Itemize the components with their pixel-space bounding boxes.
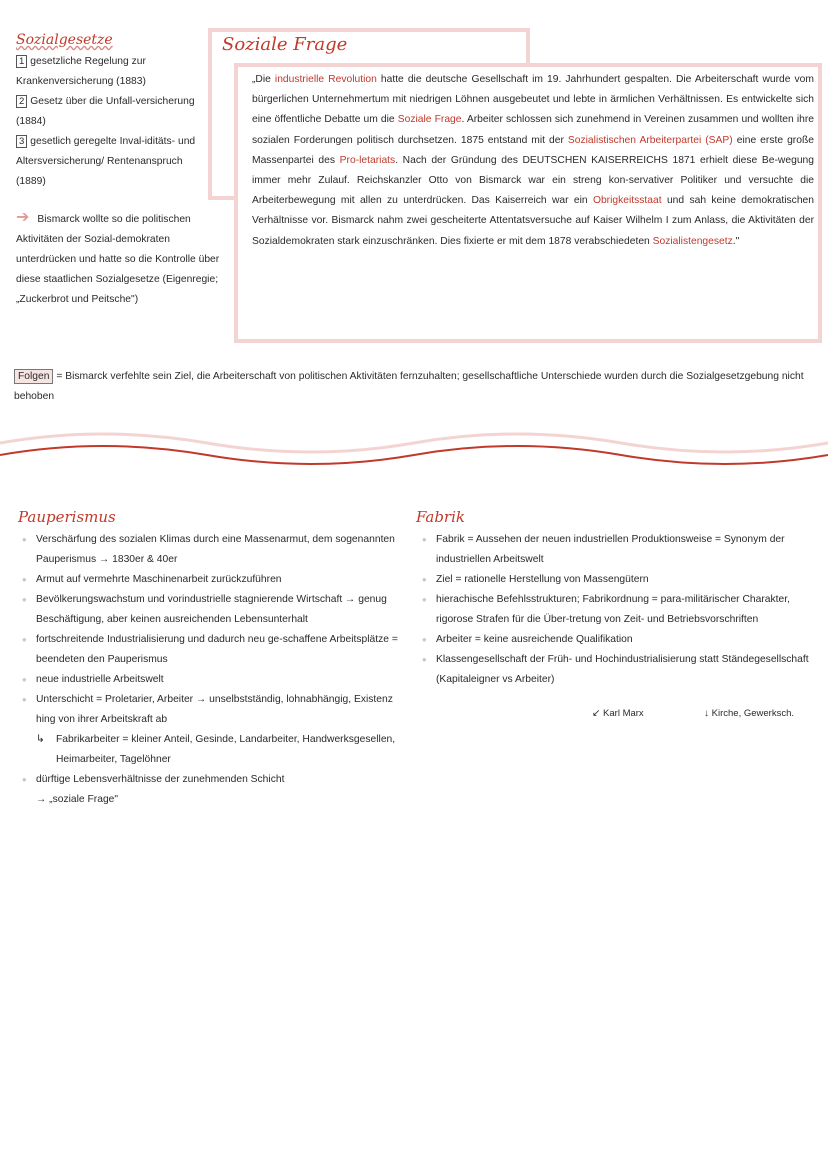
list-item: • neue industrielle Arbeitswelt — [20, 670, 405, 690]
text-span: . Arbeiter schlossen sich zunehmend in Vereinen zusammen und wollten ihre sozialen Forderungen politisch durchsetzen. 1875 entstand mit der — [252, 114, 815, 146]
text-span: eine erste große Massenpartei des — [252, 134, 814, 166]
text-span: . Nach der Gründung des DEUTSCHEN KAISERREICHS 1871 erhielt diese Be-wegung immer mehr Zulauf. Reichskanzler Otto von Bismarck war ein streng kon-servativer Politiker und versuchte die Arbeiterbewegung mit allen zu unterdrücken. Das Kaiserreich war ein — [252, 154, 815, 207]
list-item: • Armut auf vermehrte Maschinenarbeit zurückzuführen — [20, 570, 405, 590]
wave-line-light — [0, 434, 828, 452]
highlight-span: Obrigkeitsstaat — [592, 195, 662, 207]
list-item: • Klassengesellschaft der Früh- und Hochindustrialisierung statt Ständegesellschaft (Kapitaleigner vs Arbeiter) — [420, 650, 815, 690]
text-span: hatte die deutsche Gesellschaft im 19. Jahrhundert gespalten. Die Arbeiterschaft wurde vom bürgerlichen Unternehmertum mit niedrigen Löhnen ausgebeutet und lebte in ärmlichen Verhältnissen. Es entwickelte sich eine öffentliche Debatte um die — [252, 74, 814, 126]
text-span: „Die — [252, 74, 275, 85]
list-item: • Bevölkerungswachstum und vorindustrielle stagnierende Wirtschaft → genug Beschäftigung, aber keinen ausreichenden Lebensunterhalt — [20, 590, 405, 630]
item-text: gesetzliche Regelung zur Krankenversicherung (1883) — [16, 56, 146, 87]
item-text: gesetlich geregelte Inval-iditäts- und Altersversicherung/ Rentenanspruch (1889) — [16, 136, 196, 187]
arrow-right-icon: ➔ — [16, 209, 30, 226]
wave-line-red — [0, 446, 828, 464]
list-item: • fortschreitende Industrialisierung und dadurch neu ge-schaffene Arbeitsplätze = beendeten den Pauperismus — [20, 630, 405, 670]
sozialgesetze-note — [16, 208, 221, 310]
item-number: 1 — [16, 55, 27, 68]
item-number: 2 — [16, 95, 27, 108]
list-item: • Ziel = rationelle Herstellung von Massengütern — [420, 570, 815, 590]
item-number: 3 — [16, 135, 27, 148]
list-subitem: ↳ Fabrikarbeiter = kleiner Anteil, Gesinde, Landarbeiter, Handwerksgesellen, Heimarbeiter, Tagelöhner — [20, 730, 405, 770]
highlight-span: Sozialistischen Arbeiterpartei (SAP) — [567, 134, 733, 146]
folgen-paragraph — [14, 367, 820, 407]
folgen-label: Folgen — [14, 369, 53, 384]
list-item: • dürftige Lebensverhältnisse der zunehmenden Schicht — [20, 770, 405, 790]
item-text: Gesetz über die Unfall-versicherung (1884) — [16, 96, 195, 127]
list-item: • Arbeiter = keine ausreichende Qualifikation — [420, 630, 815, 650]
list-item: • hierachische Befehlsstrukturen; Fabrikordnung = para-militärischer Charakter, rigorose Strafen für die Über-tretung von Zeit- und Betriebsvorschriften — [420, 590, 815, 630]
note-text: Kirche, Gewerksch. — [711, 708, 795, 719]
text-span: und sah keine demokratischen Verhältnisse vor. Bismarck nahm zwei gescheiterte Attentatsversuche auf Kaiser Wilhelm I zum Anlass, die Aktivitäten der Sozialdemokraten stark einzuschränken. Dies fixierte er mit dem 1878 verabschiedeten — [252, 195, 814, 247]
list-item: • Unterschicht = Proletarier, Arbeiter → unselbstständig, lohnabhängig, Existenz hing von ihrer Arbeitskraft ab — [20, 690, 405, 730]
list-item — [16, 92, 212, 132]
list-item: • Verschärfung des sozialen Klimas durch eine Massenarmut, dem sogenannten Pauperismus → 1830er & 40er — [20, 530, 405, 570]
text-span: ." — [732, 235, 740, 247]
highlight-span: Sozialistengesetz — [652, 235, 733, 247]
list-item — [16, 132, 212, 192]
folgen-text: = Bismarck verfehlte sein Ziel, die Arbeiterschaft von politischen Aktivitäten fernzuhalten; gesellschaftliche Unterschiede wurden durch die Sozialgesetzgebung nicht behoben — [14, 371, 804, 402]
list-conclusion: → „soziale Frage" — [36, 794, 119, 805]
fabrik-title: Fabrik — [416, 508, 465, 526]
soziale-frage-text — [252, 70, 814, 252]
note-text: Bismarck wollte so die politischen Aktivitäten der Sozial-demokraten unterdrücken und hatte so die Kontrolle über diese staatlichen Sozialgesetze (Eigenregie; „Zuckerbrot und Peitsche") — [16, 214, 220, 305]
note-text: Karl Marx — [603, 708, 644, 719]
list-item — [16, 52, 212, 92]
highlight-span: Soziale Frage — [397, 114, 462, 126]
list-item: • Fabrik = Aussehen der neuen industriellen Produktionsweise = Synonym der industriellen Arbeitswelt — [420, 530, 815, 570]
highlight-span: industrielle Revolution — [274, 74, 377, 85]
pauperismus-title: Pauperismus — [18, 508, 116, 526]
kirche-note — [704, 708, 794, 719]
sozialgesetze-title: Sozialgesetze — [16, 32, 113, 48]
soziale-frage-title: Soziale Frage — [222, 34, 348, 55]
arrow-icon: ↓ — [704, 708, 709, 719]
wave-divider — [0, 425, 828, 475]
sozialgesetze-list — [16, 52, 212, 192]
highlight-span: Pro-letariats — [339, 154, 396, 166]
fabrik-list — [420, 530, 815, 690]
karl-marx-note — [592, 708, 644, 719]
arrow-icon: ↙ — [592, 708, 601, 719]
pauperismus-list — [20, 530, 405, 810]
